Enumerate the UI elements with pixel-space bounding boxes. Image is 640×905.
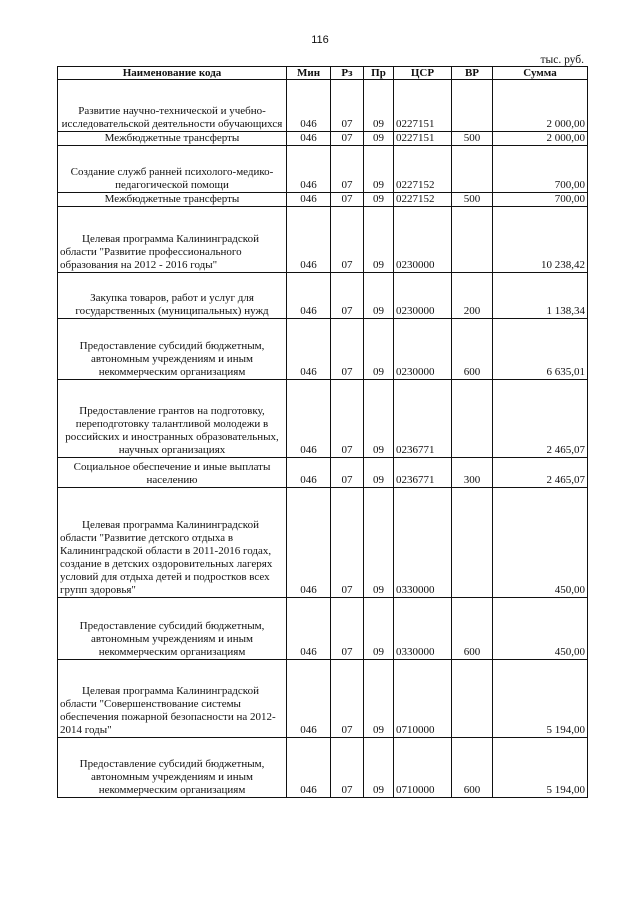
row-rz: 07 — [331, 660, 364, 738]
row-name: Предоставление субсидий бюджетным, автономным учреждениям и иным некоммерческим организациям — [79, 620, 265, 658]
row-name: Предоставление грантов на подготовку, переподготовку талантливой молодежи в российских и иностранных образовательных, научных организациях — [65, 405, 279, 456]
row-min: 046 — [287, 458, 331, 488]
table-row — [58, 319, 588, 380]
row-min: 046 — [287, 146, 331, 193]
row-csr: 0236771 — [394, 380, 452, 458]
row-pr: 09 — [364, 488, 394, 598]
row-vr — [452, 660, 493, 738]
row-csr: 0330000 — [394, 598, 452, 660]
row-sum: 450,00 — [493, 488, 588, 598]
row-vr — [452, 380, 493, 458]
row-pr: 09 — [364, 738, 394, 798]
row-rz: 07 — [331, 80, 364, 132]
row-csr: 0227152 — [394, 193, 452, 207]
table-row — [58, 193, 588, 207]
row-rz: 07 — [331, 146, 364, 193]
table-row — [58, 273, 588, 319]
row-pr: 09 — [364, 207, 394, 273]
table-row — [58, 488, 588, 598]
row-pr: 09 — [364, 80, 394, 132]
row-min: 046 — [287, 598, 331, 660]
row-min: 046 — [287, 660, 331, 738]
row-name: Межбюджетные трансферты — [104, 132, 240, 144]
header-pr: Пр — [364, 67, 394, 80]
row-min: 046 — [287, 207, 331, 273]
header-sum: Сумма — [493, 67, 588, 80]
row-sum: 2 000,00 — [493, 80, 588, 132]
table-row — [58, 80, 588, 132]
page-number: 116 — [311, 34, 329, 46]
header-rz: Рз — [331, 67, 364, 80]
row-vr: 500 — [452, 193, 493, 207]
row-sum: 10 238,42 — [493, 207, 588, 273]
row-vr: 200 — [452, 273, 493, 319]
row-csr: 0230000 — [394, 319, 452, 380]
table-row — [58, 146, 588, 193]
row-sum: 6 635,01 — [493, 319, 588, 380]
header-csr: ЦСР — [394, 67, 452, 80]
row-csr: 0227152 — [394, 146, 452, 193]
row-pr: 09 — [364, 273, 394, 319]
row-csr: 0710000 — [394, 738, 452, 798]
row-vr — [452, 207, 493, 273]
row-csr: 0227151 — [394, 80, 452, 132]
row-sum: 700,00 — [493, 146, 588, 193]
header-vr: ВР — [452, 67, 493, 80]
row-vr — [452, 146, 493, 193]
row-rz: 07 — [331, 458, 364, 488]
units-label: тыс. руб. — [540, 54, 584, 66]
row-name: Целевая программа Калининградской области "Развитие детского отдыха в Калининградской области в 2011-2016 годах, создание в детских оздоровительных лагерях условий для отдыха детей и подростков всех групп здоровья" — [60, 519, 273, 596]
row-min: 046 — [287, 488, 331, 598]
row-min: 046 — [287, 738, 331, 798]
row-rz: 07 — [331, 598, 364, 660]
row-rz: 07 — [331, 273, 364, 319]
row-vr: 500 — [452, 132, 493, 146]
row-rz: 07 — [331, 488, 364, 598]
row-pr: 09 — [364, 660, 394, 738]
row-name: Социальное обеспечение и иные выплаты населению — [73, 461, 271, 486]
table-row — [58, 598, 588, 660]
header-name: Наименование кода — [58, 67, 287, 80]
table-row — [58, 458, 588, 488]
row-vr — [452, 488, 493, 598]
row-min: 046 — [287, 193, 331, 207]
row-vr: 600 — [452, 738, 493, 798]
row-sum: 1 138,34 — [493, 273, 588, 319]
row-min: 046 — [287, 380, 331, 458]
row-rz: 07 — [331, 380, 364, 458]
row-sum: 2 000,00 — [493, 132, 588, 146]
row-vr: 600 — [452, 598, 493, 660]
table-row — [58, 738, 588, 798]
row-sum: 5 194,00 — [493, 660, 588, 738]
row-pr: 09 — [364, 458, 394, 488]
table-header-row — [58, 67, 588, 80]
row-vr — [452, 80, 493, 132]
row-pr: 09 — [364, 193, 394, 207]
row-vr: 300 — [452, 458, 493, 488]
row-sum: 700,00 — [493, 193, 588, 207]
row-name: Предоставление субсидий бюджетным, автономным учреждениям и иным некоммерческим организациям — [79, 340, 265, 378]
table-row — [58, 207, 588, 273]
row-min: 046 — [287, 319, 331, 380]
row-csr: 0236771 — [394, 458, 452, 488]
row-rz: 07 — [331, 193, 364, 207]
row-name: Межбюджетные трансферты — [104, 193, 240, 205]
row-csr: 0230000 — [394, 207, 452, 273]
row-csr: 0230000 — [394, 273, 452, 319]
row-vr: 600 — [452, 319, 493, 380]
row-sum: 5 194,00 — [493, 738, 588, 798]
table-row — [58, 660, 588, 738]
row-csr: 0330000 — [394, 488, 452, 598]
row-min: 046 — [287, 132, 331, 146]
row-rz: 07 — [331, 738, 364, 798]
row-sum: 2 465,07 — [493, 380, 588, 458]
row-csr: 0710000 — [394, 660, 452, 738]
row-sum: 450,00 — [493, 598, 588, 660]
row-name: Закупка товаров, работ и услуг для государственных (муниципальных) нужд — [75, 292, 269, 317]
row-rz: 07 — [331, 132, 364, 146]
table-row — [58, 380, 588, 458]
budget-table — [57, 66, 588, 798]
row-pr: 09 — [364, 146, 394, 193]
row-pr: 09 — [364, 132, 394, 146]
row-min: 046 — [287, 273, 331, 319]
row-rz: 07 — [331, 207, 364, 273]
table-row — [58, 132, 588, 146]
row-name: Целевая программа Калининградской области "Развитие профессионального образования на 2012 - 2016 годы" — [60, 233, 259, 271]
row-csr: 0227151 — [394, 132, 452, 146]
row-sum: 2 465,07 — [493, 458, 588, 488]
row-rz: 07 — [331, 319, 364, 380]
row-pr: 09 — [364, 319, 394, 380]
row-min: 046 — [287, 80, 331, 132]
row-name: Создание служб ранней психолого-медико-педагогической помощи — [70, 166, 274, 191]
row-name: Целевая программа Калининградской области "Совершенствование системы обеспечения пожарной безопасности на 2012-2014 годы" — [60, 685, 276, 736]
row-pr: 09 — [364, 598, 394, 660]
row-name: Предоставление субсидий бюджетным, автономным учреждениям и иным некоммерческим организациям — [79, 758, 265, 796]
row-name: Развитие научно-технической и учебно-исследовательской деятельности обучающихся — [61, 105, 283, 130]
header-min: Мин — [287, 67, 331, 80]
row-pr: 09 — [364, 380, 394, 458]
